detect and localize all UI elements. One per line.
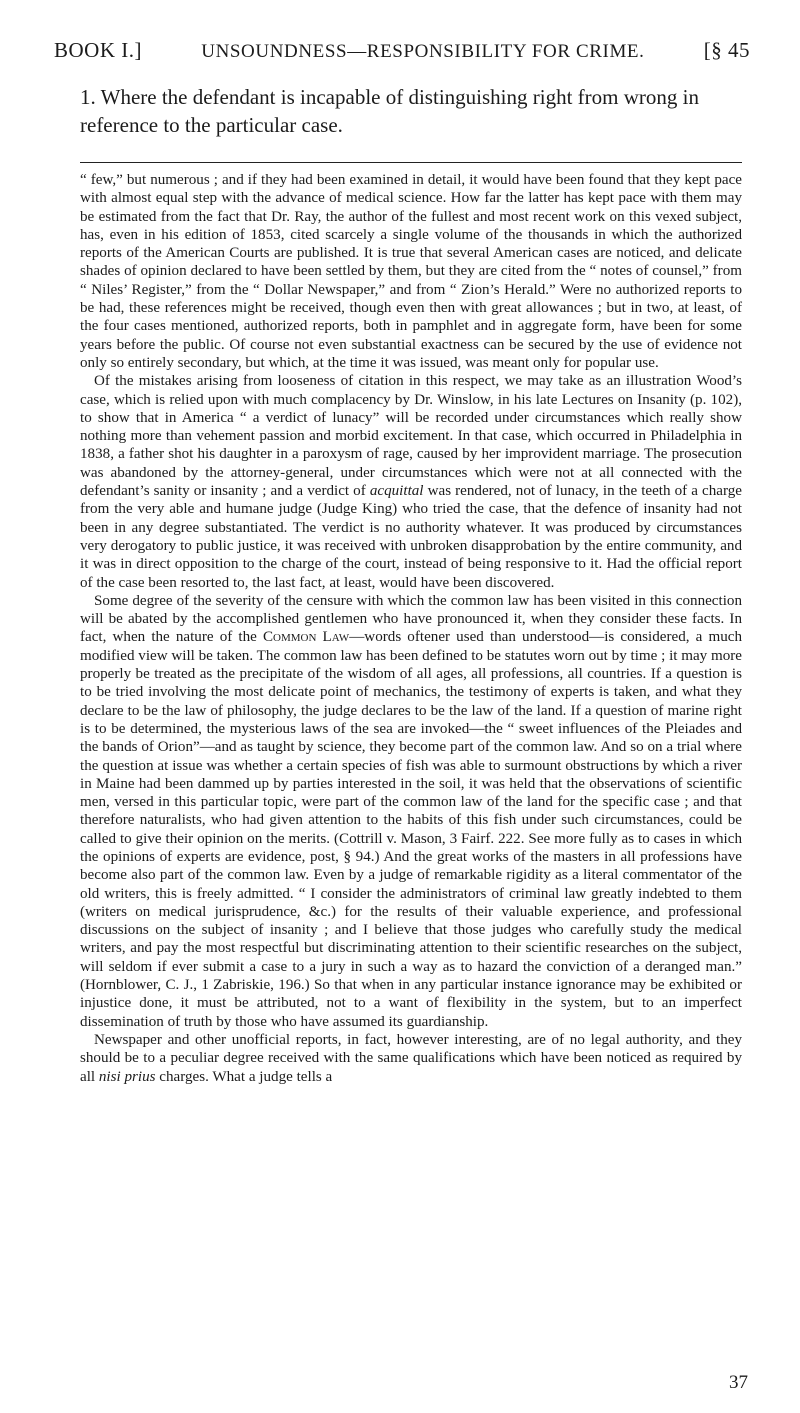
italic-term: nisi prius <box>98 1068 156 1085</box>
running-head-book: BOOK I.] <box>54 38 142 62</box>
running-head <box>54 38 750 63</box>
running-head-title: UNSOUNDNESS—RESPONSIBILITY FOR CRIME. <box>201 41 645 62</box>
paragraph-3: Some degree of the severity of the censure with which the common law has been visited in this connection will be abated by the accomplished gentlemen who have pronounced it, when they consider these facts. In fact, when the nature of the Common Law—words oftener used than understood—is considered, a much modified view will be taken. The common law has been defined to be statutes worn out by time ; it may more properly be treated as the precipitate of the wisdom of all ages, all professions, all countries. If a question is to be tried involving the most delicate point of mechanics, the testimony of experts is taken, and what they declare to be the law of philosophy, the judge declares to be the law of the land. If a question of marine right is to be determined, the mysterious laws of the sea are invoked—the “ sweet influences of the Pleiades and the bands of Orion”—and as taught by science, they become part of the common law. And so on a trial where the question at issue was whether a certain species of fish was able to surmount obstructions by which a river in Maine had been dammed up by parties interested in the soil, it was held that the observations of scientific men, versed in this particular topic, were part of the common law of the land for the specific case ; and that therefore naturalists, who had given attention to the habits of this fish under such circumstances, could be called to give their opinion on the merits. (Cottrill v. Mason, 3 Fairf. 222. See more fully as to cases in which the opinions of experts are evidence, post, § 94.) And the great works of the masters in all professions have become also part of the common law. Even by a judge of remarkable rigidity as a literal commentator of the old writers, this is freely admitted. “ I consider the administrators of criminal law greatly indebted to them (writers on medical jurisprudence, &c.) for the results of their valuable experience, and professional discussions on the subject of insanity ; and I believe that those judges who carefully study the medical writers, and pay the most respectful but discriminating attention to their scientific researches on the subject, will seldom if ever submit a case to a jury in such a way as to hazard the conviction of a deranged man.” (Hornblower, C. J., 1 Zabriskie, 196.) So that when in any particular instance ignorance may be exhibited or injustice done, it must be attributed, not to a want of flexibility in the system, but to an imperfect dissemination of truth by those who have assumed its guardianship. <box>80 592 743 1030</box>
paragraph-4: Newspaper and other unofficial reports, in fact, however interesting, are of no legal authority, and they should be to a peculiar degree received with the same qualifications which have been noticed as required by all nisi prius charges. What a judge tells a <box>80 1031 742 1085</box>
italic-term: acquittal <box>369 483 424 500</box>
footnote-rule <box>80 162 742 163</box>
running-head-section: [§ 45 <box>703 38 750 62</box>
page-number: 37 <box>729 1372 748 1393</box>
small-caps-term: Common Law <box>262 629 350 646</box>
paragraph-1: “ few,” but numerous ; and if they had been examined in detail, it would have been found that they kept pace with almost equal step with the advance of medical science. How far the latter has kept pace with them may be estimated from the fact that Dr. Ray, the author of the fullest and most recent work on this vexed subject, has, even in his edition of 1853, cited scarcely a single volume of the thousands in which the authorized reports of the American Courts are published. It is true that several American cases are noticed, and delicate shades of opinion declared to have been settled by them, but they are cited from the “ notes of counsel,” from “ Niles’ Register,” from the “ Dollar Newspaper,” and from “ Zion’s Herald.” Were no authorized reports to be had, these references might be received, though even then with great allowances ; but in two, at least, of the four cases mentioned, authorized reports, both in pamphlet and in aggregate form, have been for some years before the public. Of course not even substantial exactness can be secured by the use of evidence not only so entirely secondary, but which, at the time it was issued, was meant only for popular use. <box>80 172 742 371</box>
section-heading: 1. Where the defendant is incapable of distinguishing right from wrong in reference to the particular case. <box>80 85 699 137</box>
paragraph-2: Of the mistakes arising from looseness of citation in this respect, we may take as an illustration Wood’s case, which is relied upon with much complacency by Dr. Winslow, in his late Lectures on Insanity (p. 102), to show that in America “ a verdict of lunacy” will be recorded under circumstances which really show nothing more than vehement passion and morbid excitement. In that case, which occurred in Philadelphia in 1838, a father shot his daughter in a paroxysm of rage, caused by her improvident marriage. The prosecution was abandoned by the attorney-general, under circumstances which were not at all connected with the defendant’s sanity or insanity ; and a verdict of acquittal was rendered, not of lunacy, in the teeth of a charge from the very able and humane judge (Judge King) who tried the case, that the defence of insanity had not been in any degree substantiated. The verdict is no authority whatever. It was produced by circumstances very derogatory to public justice, it was received with unbroken disapprobation by the entire community, and it was in direct opposition to the charge of the court, instead of being responsive to it. Had the official report of the case been resorted to, the last fact, at least, would have been discovered. <box>80 373 742 591</box>
footnote-text <box>80 171 742 1086</box>
